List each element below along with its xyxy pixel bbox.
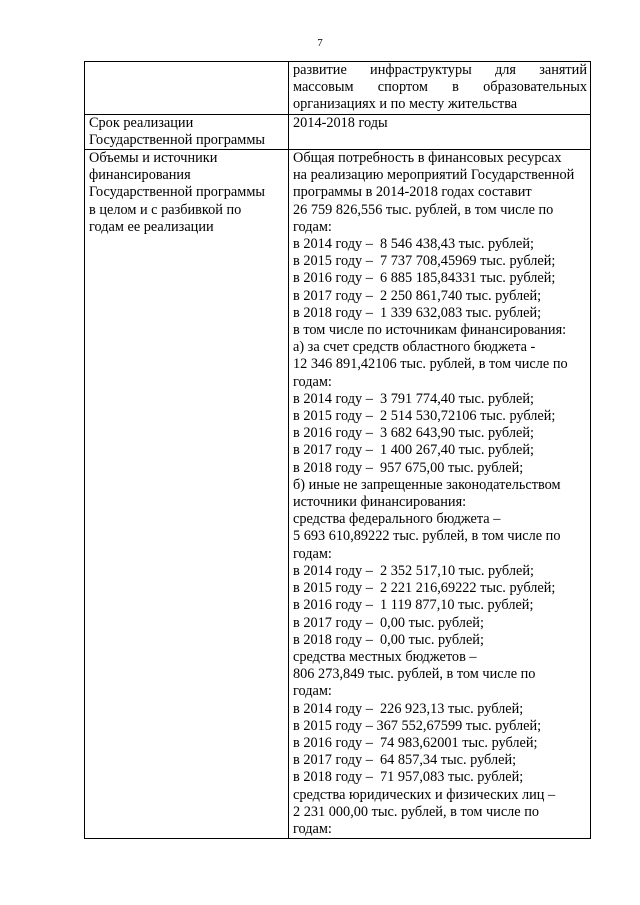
table-row [85, 114, 591, 149]
text-line: организациях и по месту жительства [293, 96, 518, 113]
label-line: Государственной программы [89, 131, 265, 148]
text-line: в 2016 году – 3 682 643,90 тыс. рублей; [293, 425, 534, 442]
text-line: в 2018 году – 71 957,083 тыс. рублей; [293, 769, 524, 786]
text-line: 806 273,849 тыс. рублей, в том числе по [293, 666, 536, 683]
text-line: в 2017 году – 2 250 861,740 тыс. рублей; [293, 287, 542, 304]
text-line: программы в 2014-2018 годах составит [293, 184, 532, 201]
text-line: средства местных бюджетов – [293, 648, 477, 665]
justified-line [293, 79, 587, 96]
funding-label-cell [85, 150, 289, 839]
period-value-cell [289, 114, 591, 149]
text-line: на реализацию мероприятий Государственной [293, 167, 575, 184]
text-line: в 2014 году – 8 546 438,43 тыс. рублей; [293, 236, 534, 253]
text-line: б) иные не запрещенные законодательством [293, 476, 561, 493]
text-line: 2 231 000,00 тыс. рублей, в том числе по [293, 803, 540, 820]
period-label-cell [85, 114, 289, 149]
text-line: источники финансирования: [293, 494, 467, 511]
text-line: 12 346 891,42106 тыс. рублей, в том числе по [293, 356, 568, 373]
text-line: в 2014 году – 2 352 517,10 тыс. рублей; [293, 562, 534, 579]
text-line: 5 693 610,89222 тыс. рублей, в том числе по [293, 528, 561, 545]
text-line: в 2018 году – 0,00 тыс. рублей; [293, 631, 484, 648]
label-line: Срок реализации [89, 114, 194, 131]
word: в [452, 79, 459, 96]
word: развитие [293, 62, 347, 78]
text-line: в 2017 году – 64 857,34 тыс. рублей; [293, 752, 517, 769]
label-line: Государственной программы [89, 184, 265, 201]
text-line: средства федерального бюджета – [293, 511, 501, 528]
text-line: в том числе по источникам финансирования: [293, 322, 567, 339]
label-line: в целом и с разбивкой по [89, 201, 242, 218]
text-line: в 2014 году – 3 791 774,40 тыс. рублей; [293, 390, 534, 407]
text-line: в 2015 году – 7 737 708,45969 тыс. рублей; [293, 253, 556, 270]
text-line: в 2015 году – 2 514 530,72106 тыс. рублей; [293, 408, 556, 425]
text-line: в 2018 году – 1 339 632,083 тыс. рублей; [293, 304, 542, 321]
row1-value-cell [289, 62, 591, 115]
label-line: Объемы и источники [89, 150, 218, 167]
text-line: в 2017 году – 1 400 267,40 тыс. рублей; [293, 442, 534, 459]
text-line: в 2016 году – 74 983,62001 тыс. рублей; [293, 734, 538, 751]
table-row [85, 62, 591, 115]
page-number: 7 [317, 37, 323, 49]
text-line: в 2014 году – 226 923,13 тыс. рублей; [293, 700, 524, 717]
text-line: 26 759 826,556 тыс. рублей, в том числе по [293, 201, 554, 218]
justified-line [293, 62, 587, 79]
text-line: годам: [293, 820, 332, 837]
text-line: годам: [293, 218, 332, 235]
text-line: в 2015 году – 2 221 216,69222 тыс. рублей; [293, 580, 556, 597]
text-line: в 2017 году – 0,00 тыс. рублей; [293, 614, 484, 631]
word: массовым [293, 79, 354, 96]
table-row [85, 150, 591, 839]
text-line: средства юридических и физических лиц – [293, 786, 556, 803]
text-line: годам: [293, 683, 332, 700]
text-line: годам: [293, 545, 332, 562]
text-line: в 2018 году – 957 675,00 тыс. рублей; [293, 459, 524, 476]
word: инфраструктуры [370, 62, 472, 78]
text-line: в 2015 году – 367 552,67599 тыс. рублей; [293, 717, 542, 734]
label-line: годам ее реализации [89, 218, 214, 235]
label-line: финансирования [89, 167, 191, 184]
period-value: 2014-2018 годы [293, 114, 388, 131]
program-passport-table [84, 61, 591, 839]
text-line: в 2016 году – 1 119 877,10 тыс. рублей; [293, 597, 534, 614]
row1-label-cell [85, 62, 289, 115]
text-line: Общая потребность в финансовых ресурсах [293, 150, 562, 167]
word: для [494, 62, 516, 78]
funding-value-cell [289, 150, 591, 839]
text-line: годам: [293, 373, 332, 390]
text-line: в 2016 году – 6 885 185,84331 тыс. рублей; [293, 270, 556, 287]
text-line: а) за счет средств областного бюджета - [293, 339, 536, 356]
word: образовательных [483, 79, 587, 96]
word: спортом [377, 79, 428, 96]
word: занятий [539, 62, 587, 78]
